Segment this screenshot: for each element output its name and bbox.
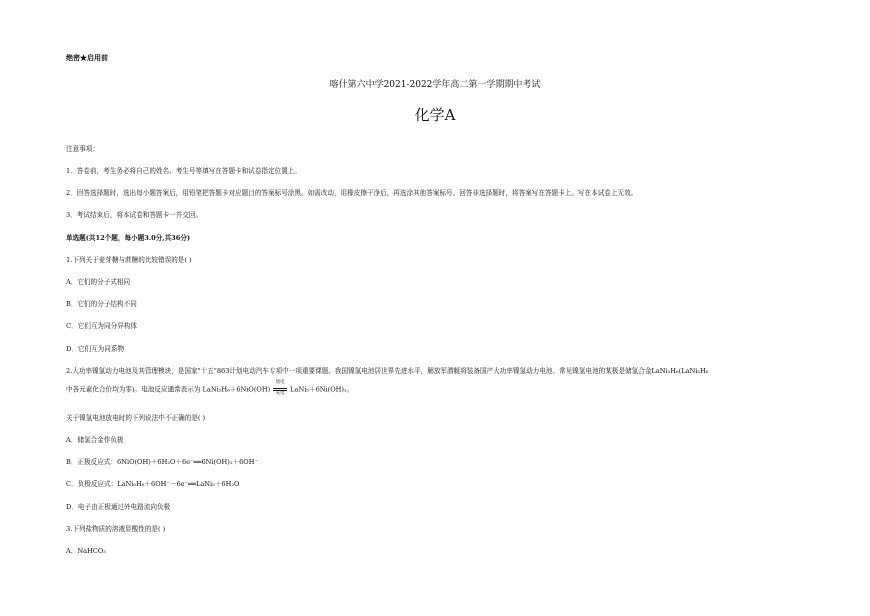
question-1-option-a: A．它们的分子式相同: [66, 278, 131, 286]
question-1-stem: 1.下列关于麦芽糖与蔗糖的比较错误的是( ): [66, 256, 192, 264]
section-heading: 单选题(共12个题，每小题3.0分,共36分): [66, 234, 191, 242]
question-2-option-c: C．负极反应式：LaNi₅H₆＋6OH⁻－6e⁻══LaNi₅＋6H₂O: [66, 480, 240, 488]
notice-item: 3．考试结束后，将本试卷和答题卡一并交回。: [66, 211, 203, 219]
confidential-mark: 绝密★启用前: [66, 53, 108, 62]
question-2-option-d: D．电子由正极通过外电路流向负极: [66, 503, 171, 511]
question-2-option-a: A．储氢合金作负极: [66, 436, 124, 444]
arrow-bottom-label: 充电: [275, 391, 285, 396]
arrow-top-label: 放电: [275, 380, 285, 385]
notice-item: 1．答卷前，考生务必将自己的姓名、考生号等填写在答题卡和试卷指定位置上。: [66, 167, 301, 175]
school-title: 喀什第六中学2021-2022学年高二第一学期期中考试: [329, 80, 541, 90]
notice-heading: 注意事项：: [66, 145, 99, 153]
question-1-option-c: C．它们互为同分异构体: [66, 322, 137, 330]
question-3-stem: 3.下列盐物质的溶液显酸性的是( ): [66, 525, 166, 533]
question-1-option-d: D．它们互为同系物: [66, 345, 125, 353]
question-2-equation-line: [66, 380, 354, 396]
question-1-option-b: B．它们的分子结构不同: [66, 300, 137, 308]
notice-item: 2．回答选择题时，选出每小题答案后，用铅笔把答题卡对应题目的答案标号涂黑。如需改动，用橡皮擦干净后，再选涂其他答案标号。回答非选择题时，将答案写在答题卡上。写在本试卷上无效。: [66, 189, 638, 197]
question-2-stem: 关于镍氢电池放电时的下列说法中不正确的是( ): [66, 414, 206, 422]
equation-suffix: LaNi₅＋6Ni(OH)₂。: [290, 385, 354, 394]
question-2-passage: 2.大功率镍氢动力电池及其管理模块，是国家"十五"863计划电动汽车专项中一项重要课题。我国镍氢电池居世界先进水平，解放军潜艇将装备国产大功率镍氢动力电池。常见镍氢电池的某极是储氢合金LaNi₅H₆(LaNi₅H₆: [66, 367, 709, 375]
equation-prefix: 中各元素化合价均为零)。电池反应通常表示为 LaNi₅H₆＋6NiO(OH): [66, 385, 271, 394]
question-2-option-b: B．正极反应式：6NiO(OH)＋6H₂O＋6e⁻══6Ni(OH)₂＋6OH⁻: [66, 458, 258, 466]
question-3-option-a: A．NaHCO₃: [66, 547, 106, 555]
subject-title: 化学A: [414, 106, 456, 124]
reversible-arrow-icon: [272, 380, 288, 396]
